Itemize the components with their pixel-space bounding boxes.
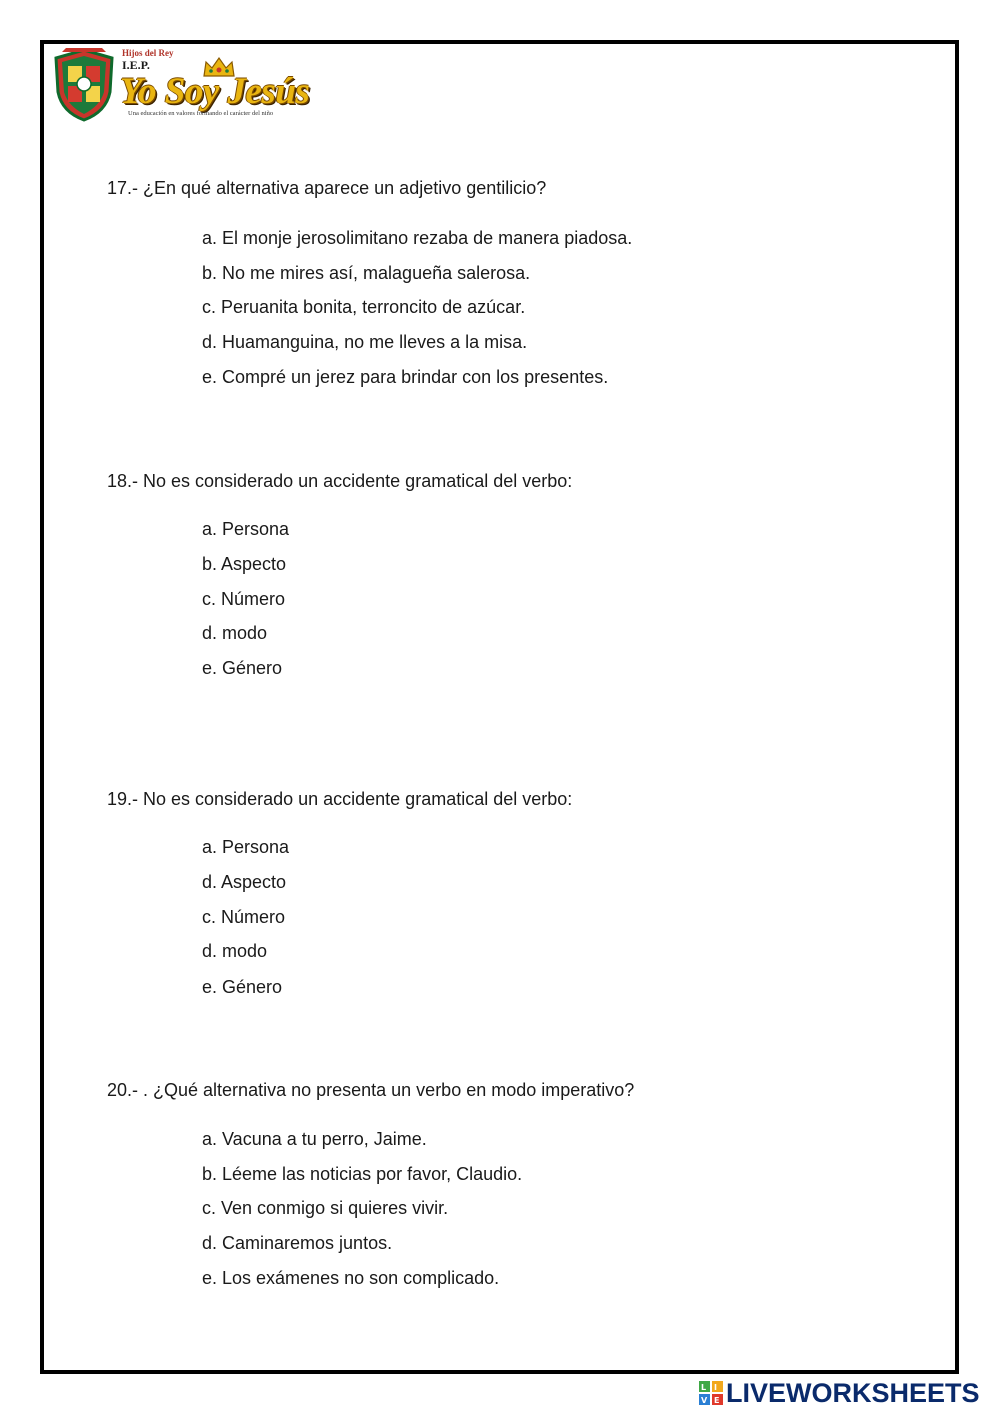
svg-text:I: I	[714, 1383, 717, 1392]
school-subtitle: Hijos del Rey	[122, 48, 174, 58]
answer-option[interactable]: a. Persona	[202, 837, 290, 857]
school-crest-icon	[52, 48, 116, 122]
answer-option[interactable]: b. No me mires así, malagueña salerosa.	[202, 263, 531, 283]
answer-option[interactable]: d. modo	[202, 623, 268, 643]
answer-option[interactable]: d. Aspecto	[202, 872, 287, 892]
answer-option[interactable]: d. Huamanguina, no me lleves a la misa.	[202, 332, 528, 352]
answer-option[interactable]: a. El monje jerosolimitano rezaba de manera piadosa.	[202, 228, 633, 248]
answer-option[interactable]: d. Caminaremos juntos.	[202, 1233, 393, 1253]
answer-option[interactable]: c. Ven conmigo si quieres vivir.	[202, 1198, 449, 1218]
answer-option[interactable]: e. Género	[202, 658, 283, 678]
question-prompt: 18.- No es considerado un accidente gramatical del verbo:	[107, 471, 573, 491]
answer-option[interactable]: e. Género	[202, 977, 283, 997]
school-tagline: Una educación en valores formando el carácter del niño	[128, 110, 274, 117]
answer-option[interactable]: a. Vacuna a tu perro, Jaime.	[202, 1129, 427, 1149]
liveworksheets-logo-icon	[699, 1381, 723, 1405]
question-prompt: 19.- No es considerado un accidente gramatical del verbo:	[107, 789, 573, 809]
answer-option[interactable]: c. Número	[202, 589, 286, 609]
liveworksheets-brand[interactable]	[699, 1378, 994, 1410]
answer-option[interactable]: e. Compré un jerez para brindar con los presentes.	[202, 367, 609, 387]
answer-option[interactable]: d. modo	[202, 941, 268, 961]
answer-option[interactable]: a. Persona	[202, 519, 290, 539]
institution-label: I.E.P.	[122, 58, 150, 72]
svg-text:L: L	[701, 1383, 707, 1392]
question-prompt: 17.- ¿En qué alternativa aparece un adjetivo gentilicio?	[107, 178, 547, 198]
answer-option[interactable]: c. Peruanita bonita, terroncito de azúcar.	[202, 297, 526, 317]
answer-option[interactable]: e. Los exámenes no son complicado.	[202, 1268, 500, 1288]
answer-option[interactable]: b. Léeme las noticias por favor, Claudio.	[202, 1164, 523, 1184]
question-prompt: 20.- . ¿Qué alternativa no presenta un verbo en modo imperativo?	[107, 1080, 635, 1100]
answer-option[interactable]: c. Número	[202, 907, 286, 927]
school-name: Yo Soy Jesús	[120, 71, 310, 112]
school-logo	[52, 48, 352, 124]
answer-option[interactable]: b. Aspecto	[202, 554, 287, 574]
svg-text:E: E	[714, 1396, 720, 1405]
liveworksheets-wordmark: LIVEWORKSHEETS	[726, 1378, 980, 1408]
svg-text:V: V	[701, 1396, 708, 1405]
